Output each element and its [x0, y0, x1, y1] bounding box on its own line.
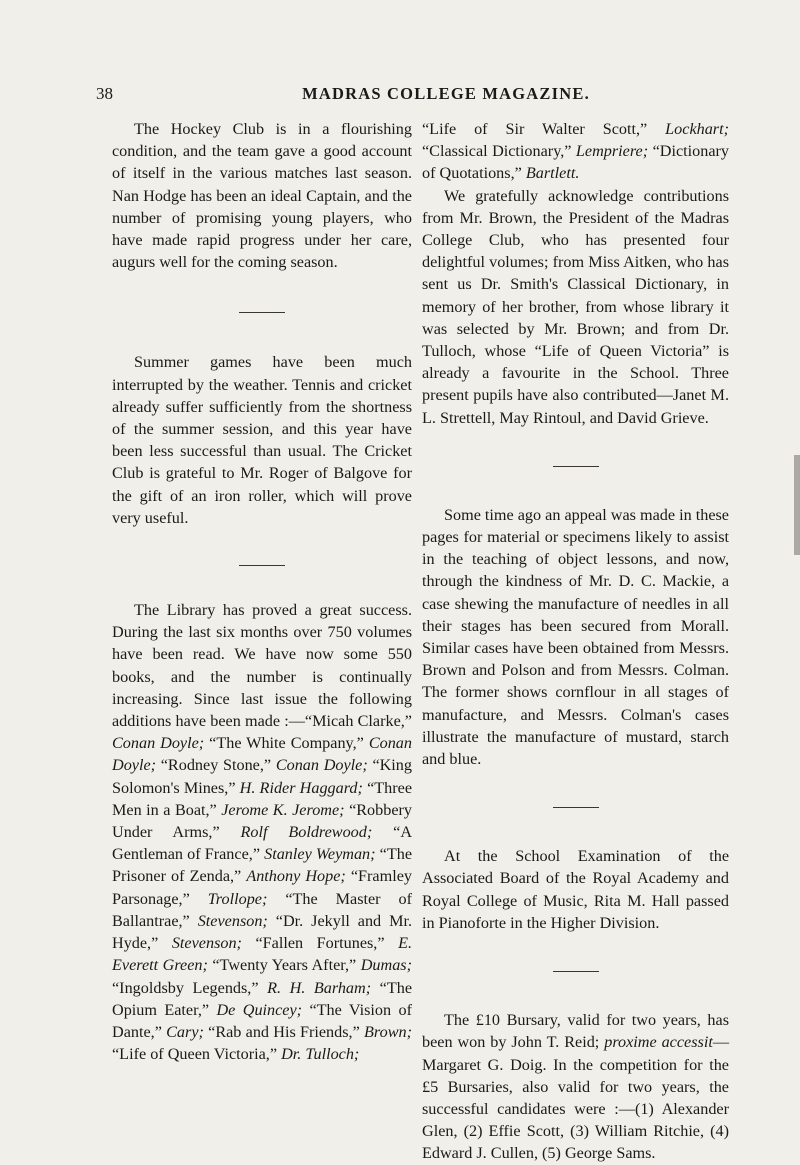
- book-title: “The Opium Eater,”: [112, 978, 413, 1019]
- book-title: “Twenty Years After,”: [212, 956, 361, 975]
- book-author: E. Everett Green;: [112, 934, 413, 975]
- book-author: Stevenson;: [171, 934, 242, 953]
- book-author: Stevenson;: [197, 911, 268, 930]
- book-title: “The Master of Ballantrae,”: [112, 889, 412, 930]
- book-author: Conan Doyle;: [112, 734, 205, 753]
- book-title: “The Prisoner of Zenda,”: [112, 845, 413, 886]
- summer-games-paragraph: Summer games have been much interrupted by the weather. Tennis and cricket already suffer sufficiently from the shortness of the summer session, and this year have been less successful than usual. The Cricket Club is grateful to Mr. Roger of Balgove for the gift of an iron roller, which will prove very useful.: [112, 353, 412, 527]
- left-column: [112, 118, 412, 1065]
- book-author: Lempriere;: [575, 142, 649, 161]
- book-author: Conan Doyle;: [112, 734, 412, 775]
- book-author: Cary;: [166, 1022, 204, 1041]
- book-title: “Life of Queen Victoria,”: [112, 1045, 282, 1064]
- book-title: “Fallen Fortunes,”: [255, 934, 399, 953]
- book-author: Bartlett.: [525, 164, 580, 183]
- running-title: MADRAS COLLEGE MAGAZINE.: [302, 84, 590, 103]
- book-title: “Micah Clarke,”: [304, 712, 412, 731]
- book-title: “Framley Parsonage,”: [112, 867, 412, 908]
- book-title: “A Gentleman of France,”: [112, 823, 413, 864]
- book-list-continued: [422, 118, 729, 185]
- book-title: “Rab and His Friends,”: [208, 1022, 365, 1041]
- hockey-paragraph: The Hockey Club is in a flourishing condition, and the team gave a good account of itself in the various matches last season. Nan Hodge has been an ideal Captain, and the number of promising young players, who have made rapid progress under her care, augurs well for the coming season.: [112, 120, 412, 272]
- book-title: “Robbery Under Arms,”: [112, 800, 412, 842]
- book-title: “The Vision of Dante,”: [112, 1000, 412, 1041]
- book-author: H. Rider Haggard;: [239, 778, 363, 797]
- book-list: [112, 712, 412, 1063]
- book-author: Rolf Boldrewood;: [240, 823, 373, 842]
- book-title: “Ingoldsby Legends,”: [112, 978, 268, 997]
- book-title: “Life of Sir Walter Scott,”: [422, 120, 666, 138]
- bursary-text-1: The £10 Bursary, valid for two years, has been won by John T. Reid;: [422, 1011, 729, 1052]
- book-author: Stanley Weyman;: [264, 845, 376, 864]
- book-author: R. H. Barham;: [267, 978, 372, 997]
- book-title: “King Solomon's Mines,”: [112, 756, 412, 797]
- book-author: Conan Doyle;: [275, 756, 368, 775]
- book-author: Dr. Tulloch;: [281, 1045, 360, 1064]
- page-number: 38: [96, 84, 113, 103]
- book-author: Lockhart;: [665, 120, 729, 138]
- book-title: “The White Company,”: [209, 734, 369, 753]
- book-title: “Three Men in a Boat,”: [112, 778, 413, 819]
- book-author: Jerome K. Jerome;: [221, 800, 345, 819]
- book-title: “Dictionary of Quotations,”: [422, 142, 729, 183]
- page-header: [96, 84, 736, 108]
- book-title: “Classical Dictionary,”: [422, 142, 576, 161]
- library-paragraph: [112, 599, 412, 1065]
- bursary-text-2: —Margaret G. Doig. In the competition for the £5 Bursaries, also valid for two years, the successful candidates were :—(1) Alexander Glen, (2) Effie Scott, (3) William Ritchie, (4) Edward J. Cullen, (5) George Sams.: [422, 1033, 730, 1163]
- library-intro: The Library has proved a great success. During the last six months over 750 volumes have been read. We have now some 550 books, and the number is continually increasing. Since last issue the following additions have been made :—: [112, 601, 412, 731]
- right-column: [422, 118, 729, 1165]
- book-author: Brown;: [364, 1022, 412, 1041]
- page-edge-mark: [794, 455, 800, 555]
- book-title: “Dr. Jekyll and Mr. Hyde,”: [112, 911, 413, 953]
- music-exam-paragraph: At the School Examination of the Associated Board of the Royal Academy and Royal College of Music, Rita M. Hall passed in Pianoforte in the Higher Division.: [422, 847, 729, 932]
- book-author: Dumas;: [360, 956, 412, 975]
- object-lessons-paragraph: Some time ago an appeal was made in these pages for material or specimens likely to assist in the teaching of object lessons, and now, through the kindness of Mr. D. C. Mackie, a case shewing the manufacture of needles in all their stages has been secured from Morall. Similar cases have been obtained from Messrs. Brown and Polson and from Messrs. Colman. The former shows cornflour in all stages of manufacture, and Messrs. Colman's cases illustrate the manufacture of mustard, starch and blue.: [422, 505, 729, 769]
- book-author: De Quincey;: [216, 1000, 303, 1019]
- book-title: “Rodney Stone,”: [160, 756, 276, 775]
- bursary-paragraph: [422, 1009, 729, 1164]
- acknowledgement-paragraph: We gratefully acknowledge contributions from Mr. Brown, the President of the Madras College Club, who has presented four delightful volumes; from Miss Aitken, who has sent us Dr. Smith's Classical Dictionary, in memory of her brother, from whose library it was selected by Mr. Brown; and from Dr. Tulloch, whose “Life of Queen Victoria” is already a favourite in the School. Three present pupils have also contributed—Janet M. L. Strettell, May Rintoul, and David Grieve.: [422, 186, 729, 427]
- book-author: Trollope;: [207, 889, 268, 908]
- book-author: Anthony Hope;: [246, 867, 346, 886]
- bursary-italic: proxime accessit: [604, 1033, 713, 1052]
